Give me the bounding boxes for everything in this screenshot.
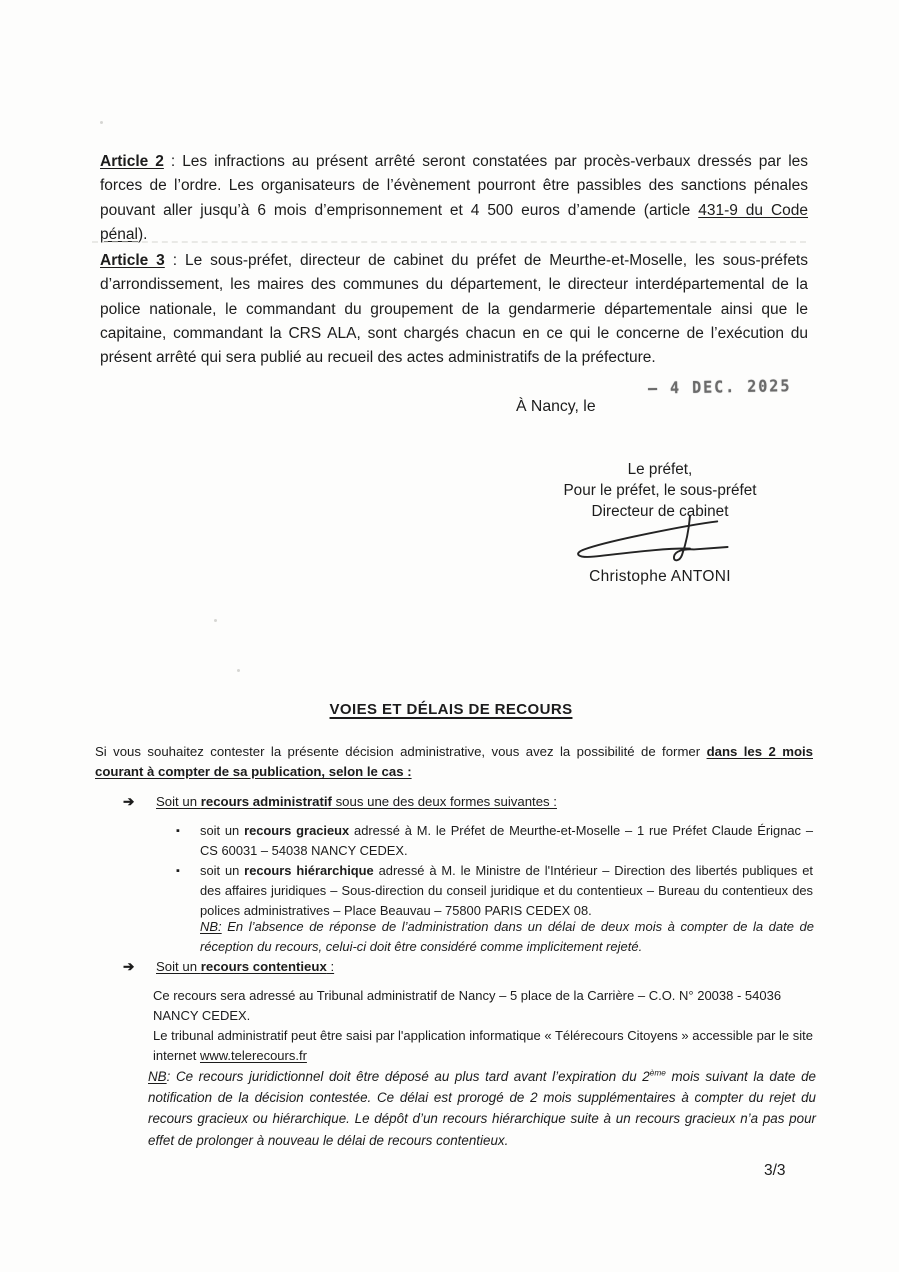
telerecours-text: Le tribunal administratif peut être saisi par l'application informatique « Télérecours Citoyens » accessible par le site internet [153, 1028, 813, 1063]
article-3-label: Article 3 [100, 252, 165, 269]
page-number: 3/3 [764, 1162, 786, 1179]
arrow-bullet-icon: ➔ [123, 959, 135, 974]
scan-speck [100, 121, 103, 124]
signatory-name: Christophe ANTONI [589, 568, 731, 585]
scan-artifact-line [92, 241, 806, 243]
penal-code-article-link[interactable]: 431-9 du Code pénal [100, 201, 808, 243]
recours-contentieux-item [123, 957, 813, 977]
nb2-text-part2: mois suivant la date de notification de la décision contestée. Ce délai est prorogé de 2 mois supplémentaires à compter du rejet du recours gracieux ou hiérarchique. Le dépôt d’un recours hiérarchique suite à un recours gracieux n’a pas pour effet de prolonger à nouveau le délai de recours contentieux. [148, 1069, 816, 1148]
nb-contentieux-note: NB: Ce recours juridictionnel doit être déposé au plus tard avant l’expiration du 2ème mois suivant la date de notification de la décision contestée. Ce délai est prorogé de 2 mois supplémentaires à compter du rejet du recours gracieux ou hiérarchique. Le dépôt d’un recours hiérarchique suite à un recours gracieux n’a pas pour effet de prolonger à nouveau le délai de recours contentieux. [148, 1067, 816, 1148]
bullet-dot-icon: ▪ [176, 825, 180, 837]
article-2-colon: : [163, 153, 183, 170]
recours-hierarchique-item [176, 861, 813, 920]
telerecours-link[interactable]: www.telerecours.fr [199, 1048, 307, 1063]
article-3-body: Le sous-préfet, directeur de cabinet du préfet de Meurthe-et-Moselle, les sous-préfets d’arrondissement, les maires des communes du département, le directeur interdépartemental de la police nationale, le commandant du groupement de la gendarmerie départementale ainsi que le capitaine, commandant la CRS ALA, sont chargés chacun en ce qui le concerne de l’exécution du présent arrêté qui sera publié au recueil des actes administratifs de la préfecture. [100, 252, 808, 367]
nb-label: NB [148, 1069, 167, 1084]
scan-speck [214, 619, 217, 622]
ordinal-superscript: ème [649, 1067, 666, 1078]
recours-intro [95, 742, 813, 781]
article-2-tail: ). [137, 225, 148, 243]
date-stamp: – 4 DEC. 2025 [647, 376, 792, 398]
recours-intro-text: Si vous souhaitez contester la présente décision administrative, vous avez la possibilité de former [95, 744, 707, 759]
recours-section-heading: VOIES ET DÉLAIS DE RECOURS [329, 701, 573, 718]
recours-gracieux-item [176, 821, 813, 861]
nb-administratif-note [200, 917, 814, 957]
nb-text: En l’absence de réponse de l’administration dans un délai de deux mois à compter de la date de réception du recours, celui-ci doit être considéré comme implicitement rejeté. [200, 919, 814, 954]
handwritten-signature [570, 514, 730, 564]
bullet-dot-icon: ▪ [176, 865, 180, 877]
signatory-title-2: Pour le préfet, le sous-préfet [563, 481, 757, 499]
arrow-bullet-icon: ➔ [123, 794, 135, 809]
nb-label: NB: [200, 919, 222, 934]
recours-administratif-label: Soit un recours administratif sous une des deux formes suivantes : [156, 794, 557, 809]
scan-speck [237, 669, 240, 672]
article-3-paragraph [100, 249, 808, 370]
telerecours-paragraph [153, 1026, 813, 1066]
recours-hierarchique-text: soit un recours hiérarchique adressé à M. le Ministre de l'Intérieur – Direction des libertés publiques et des affaires juridiques – Sous-direction du conseil juridique et du contentieux – Bureau du contentieux des polices administratives – Place Beauvau – 75800 PARIS CEDEX 08. [200, 863, 813, 918]
article-2-paragraph [100, 150, 808, 247]
article-3-colon: : [164, 252, 185, 269]
nb2-text-part1: Ce recours juridictionnel doit être déposé au plus tard avant l’expiration du 2 [175, 1069, 650, 1084]
signatory-title-3: Directeur de cabinet [591, 502, 729, 520]
place-and-date-line: À Nancy, le [516, 398, 596, 415]
recours-intro-deadline: dans les 2 mois courant à compter de sa publication, selon le cas : [95, 744, 813, 779]
tribunal-address-paragraph: Ce recours sera adressé au Tribunal administratif de Nancy – 5 place de la Carrière – C.O. N° 20038 - 54036 NANCY CEDEX. [153, 988, 782, 1023]
article-2-label: Article 2 [100, 153, 164, 170]
recours-administratif-item [123, 792, 813, 812]
recours-gracieux-text: soit un recours gracieux adressé à M. le Préfet de Meurthe-et-Moselle – 1 rue Préfet Claude Érignac – CS 60031 – 54038 NANCY CEDEX. [200, 823, 813, 858]
recours-contentieux-label: Soit un recours contentieux : [156, 959, 335, 974]
signatory-title-1: Le préfet, [627, 461, 693, 478]
article-2-body: Les infractions au présent arrêté seront constatées par procès-verbaux dressés par les forces de l’ordre. Les organisateurs de l’évènement pourront être passibles des sanctions pénales pouvant aller jusqu’à 6 mois d’emprisonnement et 4 500 euros d’amende (article [100, 153, 809, 219]
